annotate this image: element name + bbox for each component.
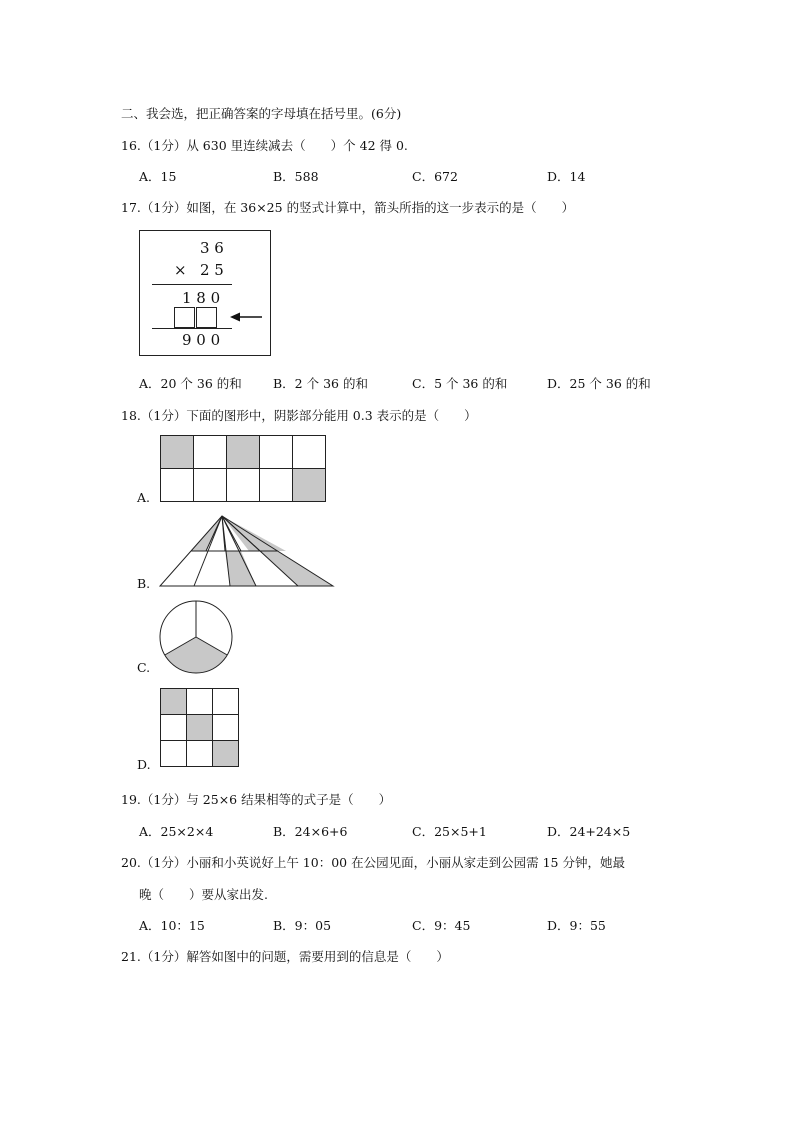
q19-option-d: D．24+24×5: [547, 824, 631, 839]
q18-figure-b-triangle: [158, 514, 336, 588]
q19-stem: 19.（1分）与 25×6 结果相等的式子是（ ）: [121, 792, 392, 807]
grid-a-cell-1-0: [161, 469, 194, 502]
grid-a-cell-1-4: [293, 469, 326, 502]
calc-result: 9 0 0: [182, 331, 221, 349]
q19-option-c: C．25×5+1: [412, 824, 487, 839]
section-heading: 二、我会选，把正确答案的字母填在括号里。(6分): [121, 106, 402, 121]
grid-d-cell-0-0: [161, 689, 187, 715]
q18-figure-a-grid: [160, 435, 326, 502]
grid-a-cell-0-1: [194, 436, 227, 469]
grid-a-cell-0-0: [161, 436, 194, 469]
q18-stem: 18.（1分）下面的图形中，阴影部分能用 0.3 表示的是（ ）: [121, 408, 477, 423]
q17-option-a: A．20 个 36 的和: [139, 376, 242, 391]
grid-d-cell-1-2: [213, 715, 239, 741]
q17-stem: 17.（1分）如图，在 36×25 的竖式计算中，箭头所指的这一步表示的是（ ）: [121, 200, 575, 215]
q20-stem-line2: 晚（ ）要从家出发.: [139, 887, 268, 902]
grid-d-cell-0-1: [187, 689, 213, 715]
calc-rule-1: [152, 284, 232, 285]
grid-a-cell-0-2: [227, 436, 260, 469]
calc-multiplier: 2 5: [200, 261, 224, 279]
q16-option-c: C．672: [412, 169, 458, 184]
q18-figure-c-circle: [159, 600, 235, 674]
answer-box-1: [174, 307, 195, 328]
calc-times-sign: ×: [174, 261, 187, 279]
q18-label-c: C.: [137, 660, 151, 675]
grid-d-cell-2-2: [213, 741, 239, 767]
q20-stem-line1: 20.（1分）小丽和小英说好上午 10：00 在公园见面，小丽从家走到公园需 15 分钟，她最: [121, 855, 625, 870]
q20-option-c: C．9：45: [412, 918, 471, 933]
grid-a-cell-1-3: [260, 469, 293, 502]
answer-box-2: [196, 307, 217, 328]
grid-a-cell-0-3: [260, 436, 293, 469]
calc-multiplicand: 3 6: [200, 239, 224, 257]
q16-option-a: A．15: [139, 169, 177, 184]
q21-stem: 21.（1分）解答如图中的问题，需要用到的信息是（ ）: [121, 949, 449, 964]
grid-d-cell-2-1: [187, 741, 213, 767]
grid-d-cell-2-0: [161, 741, 187, 767]
q20-option-a: A．10：15: [139, 918, 205, 933]
calc-rule-2: [152, 328, 232, 329]
grid-d-cell-1-1: [187, 715, 213, 741]
q20-option-b: B．9：05: [273, 918, 332, 933]
q16-option-b: B．588: [273, 169, 319, 184]
grid-a-cell-1-2: [227, 469, 260, 502]
q17-option-d: D．25 个 36 的和: [547, 376, 651, 391]
q18-figure-d-grid: [160, 688, 240, 768]
calc-partial-product: 1 8 0: [182, 289, 221, 307]
grid-d-cell-1-0: [161, 715, 187, 741]
q19-option-a: A．25×2×4: [139, 824, 214, 839]
q18-label-d: D.: [137, 757, 151, 772]
q17-option-b: B．2 个 36 的和: [273, 376, 368, 391]
q17-option-c: C．5 个 36 的和: [412, 376, 508, 391]
vertical-multiplication-figure: [139, 230, 271, 356]
grid-d-cell-0-2: [213, 689, 239, 715]
q18-label-b: B.: [137, 576, 151, 591]
arrow-left-icon: [230, 311, 264, 323]
q20-option-d: D．9：55: [547, 918, 606, 933]
q16-stem: 16.（1分）从 630 里连续减去（ ）个 42 得 0.: [121, 138, 408, 153]
q19-option-b: B．24×6+6: [273, 824, 348, 839]
triangle-shaded-bottom-right: [260, 551, 333, 586]
q18-label-a: A.: [137, 490, 151, 505]
grid-a-cell-0-4: [293, 436, 326, 469]
grid-a-cell-1-1: [194, 469, 227, 502]
q16-option-d: D．14: [547, 169, 586, 184]
